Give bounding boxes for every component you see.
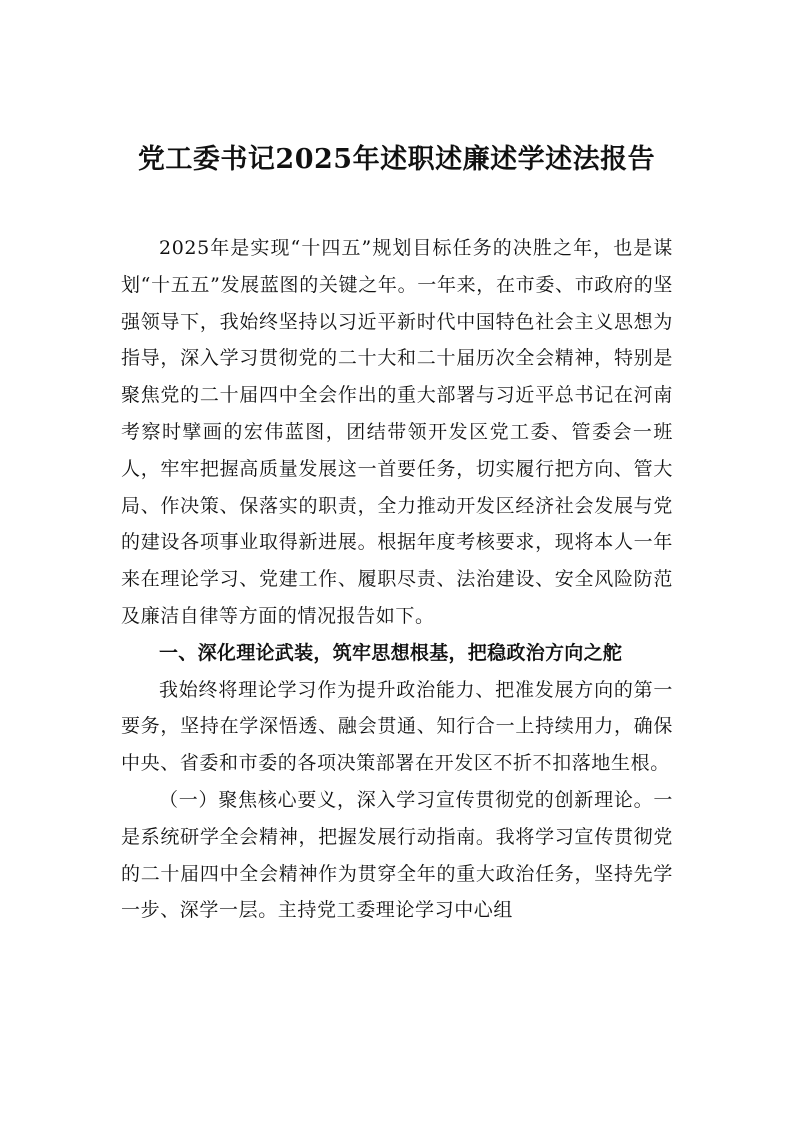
- document-body: [121, 230, 673, 929]
- document-title: 党工委书记2025年述职述廉述学述法报告: [137, 144, 656, 175]
- section-1-paragraph: 我始终将理论学习作为提升政治能力、把准发展方向的第一要务，坚持在学深悟透、融会贯通、知行合一上持续用力，确保中央、省委和市委的各项决策部署在开发区不折不扣落地生根。: [121, 678, 673, 775]
- intro-paragraph: 2025年是实现“十四五”规划目标任务的决胜之年，也是谋划“十五五”发展蓝图的关键之年。一年来，在市委、市政府的坚强领导下，我始终坚持以习近平新时代中国特色社会主义思想为指导，深入学习贯彻党的二十大和二十届历次全会精神，特别是聚焦党的二十届四中全会作出的重大部署与习近平总书记在河南考察时擘画的宏伟蓝图，团结带领开发区党工委、管委会一班人，牢牢把握高质量发展这一首要任务，切实履行把方向、管大局、作决策、保落实的职责，全力推动开发区经济社会发展与党的建设各项事业取得新进展。根据年度考核要求，现将本人一年来在理论学习、党建工作、履职尽责、法治建设、安全风险防范及廉洁自律等方面的情况报告如下。: [121, 237, 673, 627]
- subsection-1-paragraph: （一）聚焦核心要义，深入学习宣传贯彻党的创新理论。一是系统研学全会精神，把握发展行动指南。我将学习宣传贯彻党的二十届四中全会精神作为贯穿全年的重大政治任务，坚持先学一步、深学一层。主持党工委理论学习中心组: [121, 788, 673, 922]
- section-heading-1: 一、深化理论武装，筑牢思想根基，把稳政治方向之舵: [159, 641, 623, 664]
